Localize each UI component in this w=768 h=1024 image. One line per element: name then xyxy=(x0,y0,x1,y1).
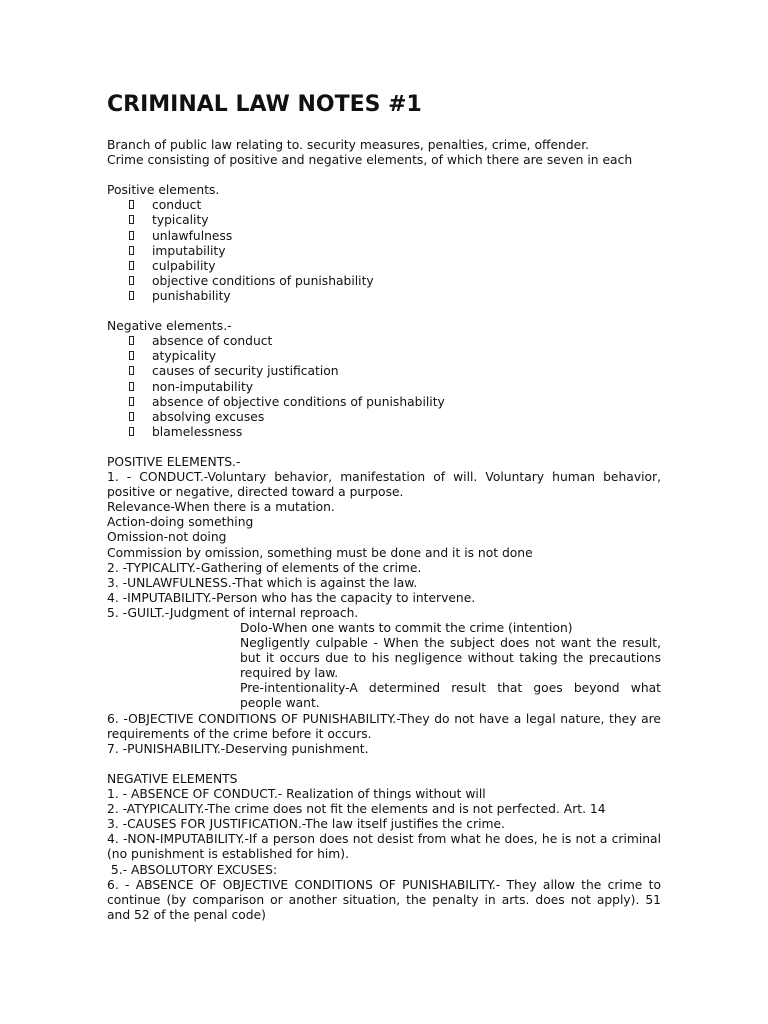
list-item: absence of objective conditions of punishability xyxy=(107,395,661,410)
bullet-icon xyxy=(129,336,134,345)
unlawfulness-line: 3. -UNLAWFULNESS.-That which is against the law. xyxy=(107,575,418,590)
list-item: non-imputability xyxy=(107,380,661,395)
guilt-line: 5. -GUILT.-Judgment of internal reproach. xyxy=(107,605,359,620)
list-item: punishability xyxy=(107,289,661,304)
intro-line-1: Branch of public law relating to. security measures, penalties, crime, offender. xyxy=(107,138,590,152)
intro-line-2: Crime consisting of positive and negative elements, of which there are seven in each xyxy=(107,153,633,168)
list-item: absolving excuses xyxy=(107,410,661,425)
list-item: absence of conduct xyxy=(107,334,661,349)
causes-for-justification-line: 3. -CAUSES FOR JUSTIFICATION.-The law itself justifies the crime. xyxy=(107,817,505,832)
bullet-icon xyxy=(129,382,134,391)
positive-elements-list xyxy=(107,198,661,304)
conduct-paragraph: 1. - CONDUCT.-Voluntary behavior, manifestation of will. Voluntary human behavior, positive or negative, directed toward a purpose. xyxy=(107,470,661,500)
typicality-line: 2. -TYPICALITY.-Gathering of elements of the crime. xyxy=(107,560,422,575)
list-item: objective conditions of punishability xyxy=(107,274,661,289)
dolo-line: Dolo-When one wants to commit the crime (intention) xyxy=(240,621,573,635)
absolutory-excuses-line: 5.- ABSOLUTORY EXCUSES: xyxy=(107,862,278,877)
atypicality-line: 2. -ATYPICALITY.-The crime does not fit the elements and is not perfected. Art. 14 xyxy=(107,802,606,817)
bullet-icon xyxy=(129,397,134,406)
objective-conditions-paragraph: 6. -OBJECTIVE CONDITIONS OF PUNISHABILITY.-They do not have a legal nature, they are requirements of the crime before it occurs. xyxy=(107,711,661,741)
punishability-line: 7. -PUNISHABILITY.-Deserving punishment. xyxy=(107,741,369,756)
negative-section-heading: NEGATIVE ELEMENTS xyxy=(107,771,238,786)
document-page xyxy=(107,90,661,923)
negative-elements-heading: Negative elements.- xyxy=(107,319,232,334)
commission-line: Commission by omission, something must be done and it is not done xyxy=(107,545,533,560)
bullet-icon xyxy=(129,351,134,360)
bullet-icon xyxy=(129,427,134,436)
positive-elements-heading: Positive elements. xyxy=(107,183,220,198)
preintentionality-paragraph: Pre-intentionality-A determined result that goes beyond what people want. xyxy=(240,681,661,711)
bullet-icon xyxy=(129,276,134,285)
list-item: unlawfulness xyxy=(107,229,661,244)
imputability-line: 4. -IMPUTABILITY.-Person who has the capacity to intervene. xyxy=(107,590,476,605)
list-item: conduct xyxy=(107,198,661,213)
relevance-line: Relevance-When there is a mutation. xyxy=(107,500,335,515)
bullet-icon xyxy=(129,246,134,255)
document-title: CRIMINAL LAW NOTES #1 xyxy=(107,92,422,117)
bullet-icon xyxy=(129,215,134,224)
bullet-icon xyxy=(129,231,134,240)
list-item: typicality xyxy=(107,213,661,228)
bullet-icon xyxy=(129,291,134,300)
non-imputability-paragraph: 4. -NON-IMPUTABILITY.-If a person does not desist from what he does, he is not a criminal (no punishment is established for him). xyxy=(107,832,661,862)
bullet-icon xyxy=(129,366,134,375)
action-line: Action-doing something xyxy=(107,515,254,530)
negligently-paragraph: Negligently culpable - When the subject does not want the result, but it occurs due to his negligence without taking the precautions required by law. xyxy=(240,636,661,681)
list-item: blamelessness xyxy=(107,425,661,440)
list-item: atypicality xyxy=(107,349,661,364)
list-item: imputability xyxy=(107,244,661,259)
absence-objective-conditions-paragraph: 6. - ABSENCE OF OBJECTIVE CONDITIONS OF PUNISHABILITY.- They allow the crime to continue (by comparison or another situation, the penalty in arts. does not apply). 51 and 52 of the penal code) xyxy=(107,877,661,922)
bullet-icon xyxy=(129,261,134,270)
list-item: causes of security justification xyxy=(107,364,661,379)
list-item: culpability xyxy=(107,259,661,274)
absence-of-conduct-line: 1. - ABSENCE OF CONDUCT.- Realization of things without will xyxy=(107,787,486,802)
negative-elements-list xyxy=(107,334,661,440)
omission-line: Omission-not doing xyxy=(107,530,227,545)
bullet-icon xyxy=(129,412,134,421)
bullet-icon xyxy=(129,200,134,209)
positive-section-heading: POSITIVE ELEMENTS.- xyxy=(107,454,241,469)
